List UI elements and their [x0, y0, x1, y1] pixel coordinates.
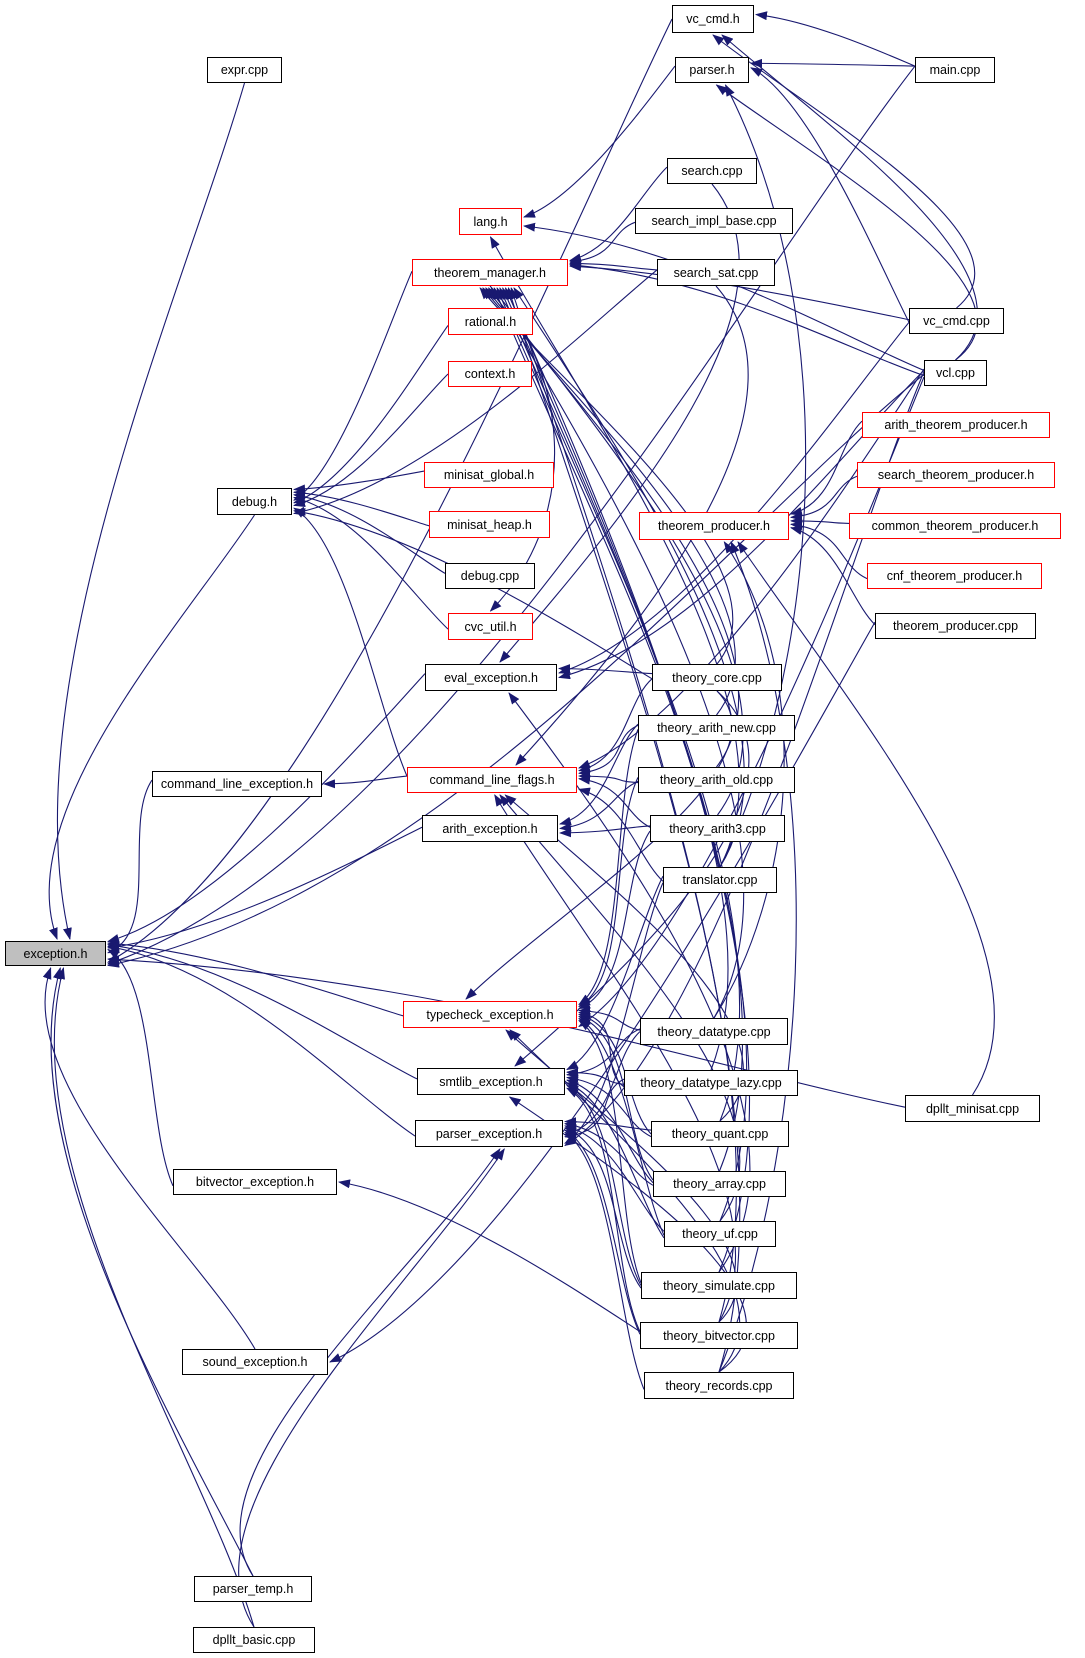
include-edge: [570, 263, 657, 270]
graph-node[interactable]: vc_cmd.cpp: [909, 308, 1004, 334]
include-edge: [294, 492, 429, 526]
graph-node[interactable]: theory_quant.cpp: [651, 1121, 789, 1147]
include-edge: [567, 1083, 664, 1238]
include-edge: [108, 780, 152, 953]
graph-node[interactable]: theory_arith3.cpp: [650, 815, 785, 842]
graph-node[interactable]: arith_theorem_producer.h: [862, 412, 1050, 438]
graph-node[interactable]: parser.h: [675, 57, 749, 83]
include-edge: [565, 1126, 664, 1232]
graph-node[interactable]: expr.cpp: [207, 57, 282, 83]
include-edge: [108, 19, 672, 962]
graph-node[interactable]: cnf_theorem_producer.h: [867, 563, 1042, 589]
include-edge: [51, 968, 253, 1576]
include-edge: [579, 777, 638, 1006]
include-edge: [720, 85, 806, 867]
graph-node[interactable]: theory_datatype_lazy.cpp: [624, 1070, 798, 1096]
graph-node[interactable]: translator.cpp: [663, 867, 777, 893]
include-edge: [579, 1021, 641, 1283]
include-edge: [791, 521, 849, 524]
include-edge: [49, 515, 254, 939]
include-edge: [294, 271, 412, 500]
include-edge: [108, 945, 417, 1079]
include-edge: [791, 528, 875, 625]
include-edge: [560, 826, 650, 833]
include-edge: [567, 1072, 624, 1084]
include-edge: [108, 950, 173, 1186]
include-edge: [294, 495, 445, 574]
graph-node[interactable]: search_impl_base.cpp: [635, 208, 793, 234]
include-edge: [497, 288, 740, 1121]
include-edge: [579, 1013, 624, 1087]
graph-node[interactable]: dpllt_minisat.cpp: [905, 1095, 1040, 1122]
include-edge: [579, 776, 638, 783]
include-edge: [579, 831, 650, 1008]
graph-node[interactable]: theory_core.cpp: [652, 664, 782, 691]
graph-node[interactable]: theorem_producer.h: [639, 512, 789, 540]
include-edge: [565, 1132, 644, 1389]
graph-node[interactable]: dpllt_basic.cpp: [193, 1627, 315, 1653]
graph-node[interactable]: search_theorem_producer.h: [857, 462, 1055, 488]
graph-node[interactable]: theory_array.cpp: [653, 1171, 786, 1197]
graph-node-root: exception.h: [5, 941, 106, 966]
include-edge: [751, 63, 915, 66]
include-edge: [567, 1088, 640, 1331]
include-edge: [756, 15, 915, 67]
graph-node[interactable]: smtlib_exception.h: [417, 1068, 565, 1095]
graph-node[interactable]: search_sat.cpp: [657, 259, 775, 286]
graph-node[interactable]: vcl.cpp: [924, 360, 987, 386]
include-edge: [567, 1086, 641, 1286]
graph-node[interactable]: command_line_exception.h: [152, 771, 322, 797]
graph-node[interactable]: theory_arith_old.cpp: [638, 767, 795, 793]
include-edge: [108, 943, 403, 1016]
include-edge: [483, 288, 735, 715]
include-edge: [108, 946, 415, 1136]
graph-node[interactable]: theory_uf.cpp: [664, 1221, 776, 1247]
include-edge: [294, 508, 407, 776]
include-edge: [491, 288, 743, 1018]
graph-node[interactable]: theory_datatype.cpp: [640, 1018, 788, 1045]
include-edge: [239, 1149, 505, 1627]
include-edge: [500, 184, 739, 662]
include-edge: [565, 1130, 640, 1334]
graph-node[interactable]: vc_cmd.h: [672, 5, 754, 33]
include-edge: [579, 729, 638, 1004]
graph-node[interactable]: arith_exception.h: [422, 815, 558, 842]
graph-node[interactable]: bitvector_exception.h: [173, 1169, 337, 1195]
graph-node[interactable]: minisat_global.h: [424, 462, 554, 488]
include-edge: [108, 674, 425, 942]
graph-node[interactable]: minisat_heap.h: [429, 511, 550, 538]
include-edge: [565, 883, 663, 1144]
include-edge: [45, 968, 255, 1349]
graph-node[interactable]: common_theorem_producer.h: [849, 513, 1061, 539]
graph-node[interactable]: main.cpp: [915, 57, 995, 83]
graph-node[interactable]: eval_exception.h: [425, 664, 557, 691]
include-edge: [559, 322, 909, 673]
graph-node[interactable]: theory_arith_new.cpp: [638, 715, 795, 741]
graph-node[interactable]: theory_simulate.cpp: [641, 1272, 797, 1299]
include-edge: [565, 1122, 651, 1131]
graph-node[interactable]: theorem_producer.cpp: [875, 613, 1036, 639]
include-edge: [339, 1182, 640, 1332]
include-edge: [294, 471, 424, 489]
graph-node[interactable]: theory_bitvector.cpp: [640, 1322, 798, 1349]
include-edge: [54, 968, 254, 1627]
graph-node[interactable]: sound_exception.h: [182, 1349, 328, 1375]
graph-node[interactable]: theory_records.cpp: [644, 1372, 794, 1399]
include-edge: [570, 222, 635, 262]
include-edge: [567, 1029, 640, 1075]
graph-node[interactable]: context.h: [448, 361, 532, 387]
include-edge: [565, 1128, 641, 1288]
graph-node[interactable]: command_line_flags.h: [407, 767, 577, 793]
graph-node[interactable]: lang.h: [459, 208, 522, 235]
include-edge: [524, 226, 924, 370]
graph-node[interactable]: parser_temp.h: [194, 1576, 312, 1602]
include-edge: [565, 1124, 653, 1186]
graph-node[interactable]: search.cpp: [667, 158, 757, 184]
include-edge: [791, 421, 862, 514]
graph-node[interactable]: parser_exception.h: [415, 1120, 563, 1147]
include-edge: [324, 776, 407, 784]
graph-node[interactable]: debug.h: [217, 488, 292, 515]
include-edge: [508, 288, 736, 1322]
include-edge: [108, 827, 422, 948]
graph-node[interactable]: typecheck_exception.h: [403, 1001, 577, 1028]
include-edge: [579, 1011, 640, 1031]
graph-node[interactable]: rational.h: [448, 308, 533, 335]
include-edge: [559, 669, 652, 674]
graph-node[interactable]: cvc_util.h: [448, 613, 533, 640]
graph-node[interactable]: debug.cpp: [445, 563, 535, 589]
include-edge: [524, 66, 675, 217]
graph-node[interactable]: theorem_manager.h: [412, 259, 568, 286]
include-edge: [791, 476, 857, 517]
include-edge: [294, 498, 448, 630]
include-edge: [565, 1079, 624, 1137]
include-edge: [579, 725, 638, 773]
